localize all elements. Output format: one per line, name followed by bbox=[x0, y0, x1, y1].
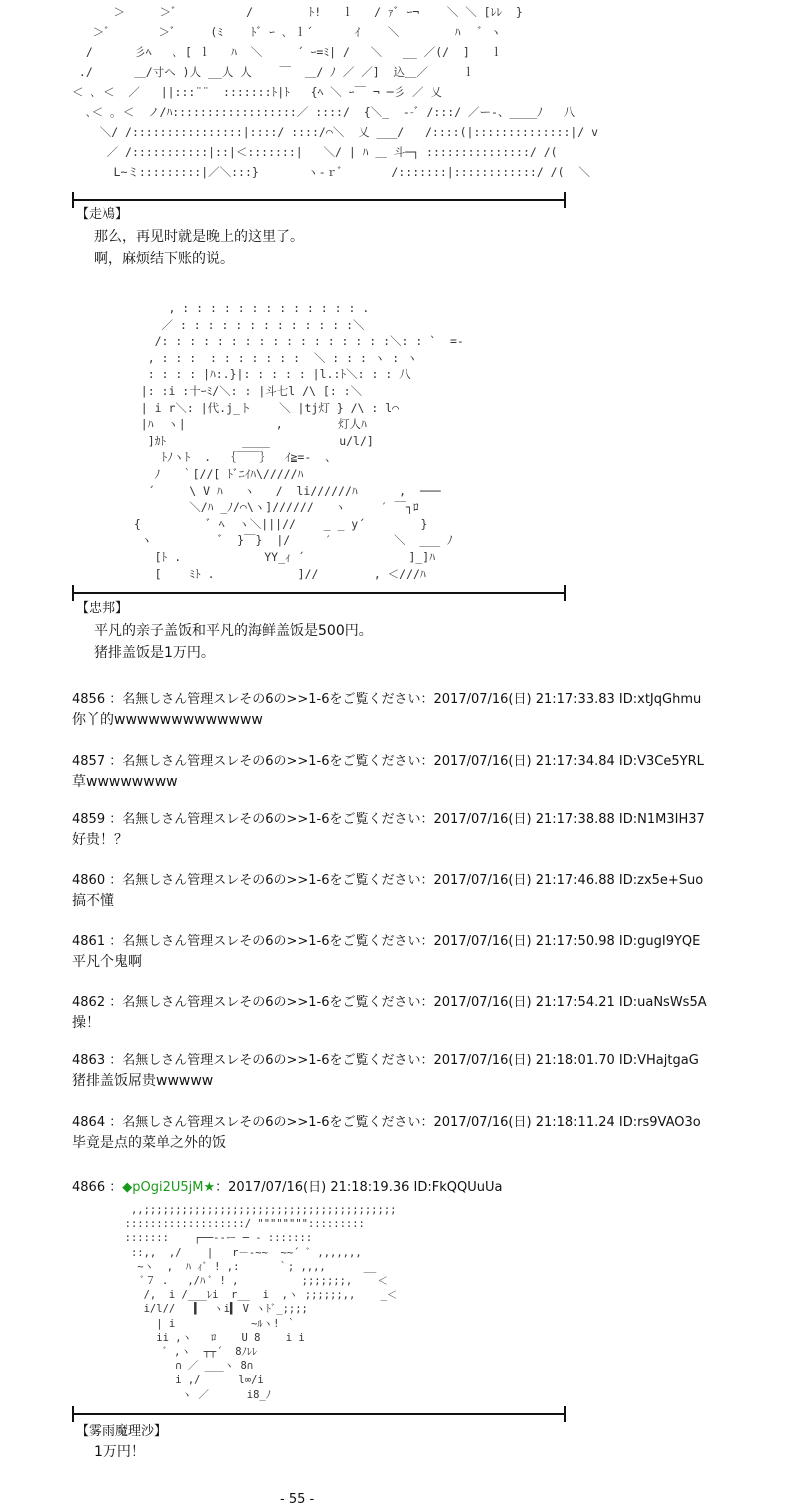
dialogue-2 bbox=[94, 620, 373, 664]
dialogue-line: 那么，再见时就是晚上的这里了。 bbox=[94, 229, 304, 245]
dialogue-line: 啊，麻烦结下账的说。 bbox=[94, 251, 234, 267]
speaker-name-3: 【雾雨魔理沙】 bbox=[76, 1424, 168, 1439]
post-header: 4856 ：名無しさん管理スレその6の>>1-6をご覧ください：2017/07/16(日) 21:17:33.83 ID:xtJqGhmu bbox=[72, 692, 702, 707]
post-meta: ：2017/07/16(日) 21:18:19.36 ID:FkQQUuUa bbox=[215, 1180, 503, 1195]
post-header: 4862 ：名無しさん管理スレその6の>>1-6をご覧ください：2017/07/16(日) 21:17:54.21 ID:uaNsWs5A bbox=[72, 995, 707, 1010]
dialogue-3 bbox=[94, 1441, 145, 1463]
dialogue-1 bbox=[94, 226, 304, 270]
post-body: 操！ bbox=[72, 1015, 100, 1031]
reply-post bbox=[72, 871, 703, 911]
reply-post bbox=[72, 1113, 701, 1153]
ascii-art-middle: , : : : : : : : : : : : : : . ／ : : : : : : : : : : : : :＼ /: : : : : : : : : : : : : : : : :＼: : ` =- , : : : : : : : : : : ＼ : : : ヽ : ヽ : : : : |ﾊ:.}|: : : : : |l.:ﾄ＼: : : 八 |: :i :十ｰﾐ/＼: : |斗七l /\ [: :＼ | i r＼: |代.j_ト ＼ |tj灯 } /\ : l⌒ |ﾊ ヽ| , 灯人ﾊ ]ｶﾄ ____ u/l/] ﾄﾉヽﾄ . ｛￣￣｝ ｲ≧=- 、 ﾉ ｀[//[ ﾄﾞﾆｲﾊ\/////ﾊ ´ \ V ﾊ ヽ / li//////ﾊ , ─── ＼/ﾊ _ﾉ/⌒\ヽ]////// ヽ ′ ￣┐ﾛ { ﾞ ﾍ ヽ＼|||// _ _ y´ } ヽ ﾞ }￣} |/ ′ ＼ ___ ﾉ [ﾄ . YY_ｨ ´ ]_]ﾊ [ ﾐﾄ . ]// , ＜///ﾊ bbox=[133, 301, 464, 581]
divider-2 bbox=[72, 592, 566, 594]
post-body: 搞不懂 bbox=[72, 893, 114, 909]
post-header: 4857 ：名無しさん管理スレその6の>>1-6をご覧ください：2017/07/16(日) 21:17:34.84 ID:V3Ce5YRL bbox=[72, 754, 704, 769]
reply-post bbox=[72, 932, 700, 972]
post-body: 草wwwwwwww bbox=[72, 774, 178, 790]
post-body: 好贵！？ bbox=[72, 832, 128, 848]
dialogue-line: 1万円！ bbox=[94, 1444, 145, 1460]
post-number: 4866 ： bbox=[72, 1180, 123, 1195]
op-post-header bbox=[72, 1178, 502, 1198]
speaker-name-1: 【走鳰】 bbox=[76, 207, 129, 222]
post-header: 4861 ：名無しさん管理スレその6の>>1-6をご覧ください：2017/07/16(日) 21:17:50.98 ID:gugI9YQE bbox=[72, 934, 701, 949]
reply-post bbox=[72, 752, 704, 792]
divider-1 bbox=[72, 199, 566, 201]
post-body: 毕竟是点的菜单之外的饭 bbox=[72, 1135, 226, 1151]
post-header: 4864 ：名無しさん管理スレその6の>>1-6をご覧ください：2017/07/16(日) 21:18:11.24 ID:rs9VAO3o bbox=[72, 1115, 701, 1130]
ascii-art-top: ＞ ＞ﾞ / ﾄ! ｌ / ｧﾞ ｰ¬ ＼ ＼ [ﾚﾚ } ＞ﾞ ＞ﾞ (ﾐ ﾄﾞ ｰ ､ ｌ´ ｲ ＼ ﾊ ﾞ ヽ / 彡ﾍ ､ [ ｌ ﾊ ＼ ´ ｰ=ﾐ| / ＼ __ ／(/ ] ｌ ./ ＿/寸へ )人 __人 人 ￣ ＿/ ﾉ ／ ／] 込＿／ ｌ ＜ ､ ＜ ／ ||:::¨¨ :::::::ﾄ|ﾄ {ﾍ ＼ ｰ￣ ¬ ─彡 ／ 乂 ､＜ ｡ ＜ ノ/ﾊ::::::::::::::::::／ ::::/ {＼_ --ﾞ /:::/ ／ー-、____ﾉ 八 ＼/ /::::::::::::::::|::::/ ::::/⌒＼ 乂 ___/ /::::(|::::::::::::::|/ v ／ /:::::::::::|::|＜:::::::| ＼/ | ﾊ ＿ 斗─┐ :::::::::::::::/ /( L~ミ:::::::::|／＼:::} ヽ-ｒﾞ /:::::::|::::::::::::/ /( ＼ bbox=[72, 5, 599, 179]
reply-post bbox=[72, 810, 705, 850]
post-header: 4860 ：名無しさん管理スレその6の>>1-6をご覧ください：2017/07/16(日) 21:17:46.88 ID:zx5e+Suo bbox=[72, 873, 704, 888]
page-number: - 55 - bbox=[280, 1492, 315, 1507]
dialogue-line: 猪排盖饭是1万円。 bbox=[94, 645, 215, 661]
post-body: 你丫的wwwwwwwwwwwww bbox=[72, 712, 263, 728]
divider-3 bbox=[72, 1413, 566, 1415]
dialogue-line: 平凡的亲子盖饭和平凡的海鲜盖饭是500円。 bbox=[94, 623, 373, 639]
reply-post bbox=[72, 993, 707, 1033]
reply-post bbox=[72, 1051, 699, 1091]
speaker-name-2: 【忠邦】 bbox=[76, 601, 129, 616]
post-body: 猪排盖饭屌贵wwwww bbox=[72, 1073, 214, 1089]
post-body: 平凡个鬼啊 bbox=[72, 954, 142, 970]
op-tripcode: ◆pOgi2U5jM★ bbox=[122, 1180, 216, 1195]
post-header: 4863 ：名無しさん管理スレその6の>>1-6をご覧ください：2017/07/16(日) 21:18:01.70 ID:VHajtgaG bbox=[72, 1053, 699, 1068]
reply-post bbox=[72, 690, 701, 730]
ascii-art-bottom: ,,;;;;;;;;;;;;;;;;;;;;;;;;;;;;;;;;;;;;;;;; :::::::::::::::::::/ """"""""::::::::: ::::::: ┌──--ー ─ - ::::::: ::,, ,/ | r－-~~ ~~´ ﾞ ,,,,,,, ~ヽ , ﾊ ｨﾞ ! ,: ｀; ,,,, __ ﾞ７ . ,/ﾊ ﾞ ! , ;;;;;;;, ＜ /, i /___ﾚi r__ i ,ヽ ;;;;;;,, _＜ i/l// ▍ ヽi▍ V ヽﾄﾞ_;;;; | i ~ﾙヽ! ｀ ii ,ヽ ﾛ U 8 i i ﾞ ,ヽ ┬┬´ 8ﾉﾚﾚ ∩ ／ ___ヽ 8∩ i ,/ l∞/i ヽ ／ i8_ﾉ bbox=[124, 1204, 398, 1401]
post-header: 4859 ：名無しさん管理スレその6の>>1-6をご覧ください：2017/07/16(日) 21:17:38.88 ID:N1M3IH37 bbox=[72, 812, 705, 827]
